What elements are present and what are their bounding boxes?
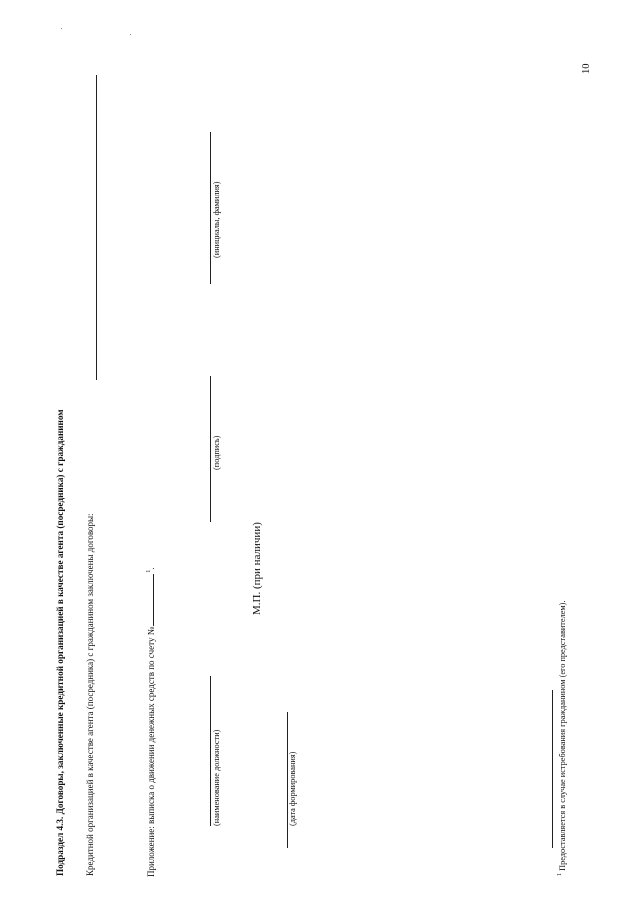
scan-speck xyxy=(130,34,131,35)
date-caption: (дата формирования) xyxy=(288,751,297,826)
agent-contracts-line: Кредитной организацией в качестве агента (посредника) с гражданином заключены договоры: xyxy=(85,513,95,876)
position-line xyxy=(210,676,211,826)
stamp-label: М.П. (при наличии) xyxy=(251,522,263,615)
appendix-end: . xyxy=(146,567,156,570)
appendix-text: Приложение: выписка о движении денежных средств по счету № xyxy=(146,626,156,877)
subsection-title: Подраздел 4.3. Договоры, заключенные кредитной организацией в качестве агента (посредника) с гражданином xyxy=(55,409,65,876)
footnote-separator xyxy=(552,690,553,848)
footnote xyxy=(557,600,567,876)
account-number-blank xyxy=(145,574,154,626)
agent-contracts-fill-line xyxy=(96,75,97,380)
page-number: 10 xyxy=(581,63,592,74)
appendix-line xyxy=(145,567,156,877)
name-line xyxy=(210,132,211,284)
footnote-marker: 1 xyxy=(557,873,563,876)
position-caption: (наименование должности) xyxy=(212,729,221,826)
footnote-text: Предоставляется в случае истребования гражданином (его представителем). xyxy=(557,600,567,871)
name-caption: (инициалы, фамилия) xyxy=(212,181,221,258)
footnote-ref: 1 xyxy=(146,569,152,573)
scan-speck xyxy=(61,28,62,29)
signature-caption: (подпись) xyxy=(212,435,221,470)
signature-line xyxy=(210,376,211,522)
